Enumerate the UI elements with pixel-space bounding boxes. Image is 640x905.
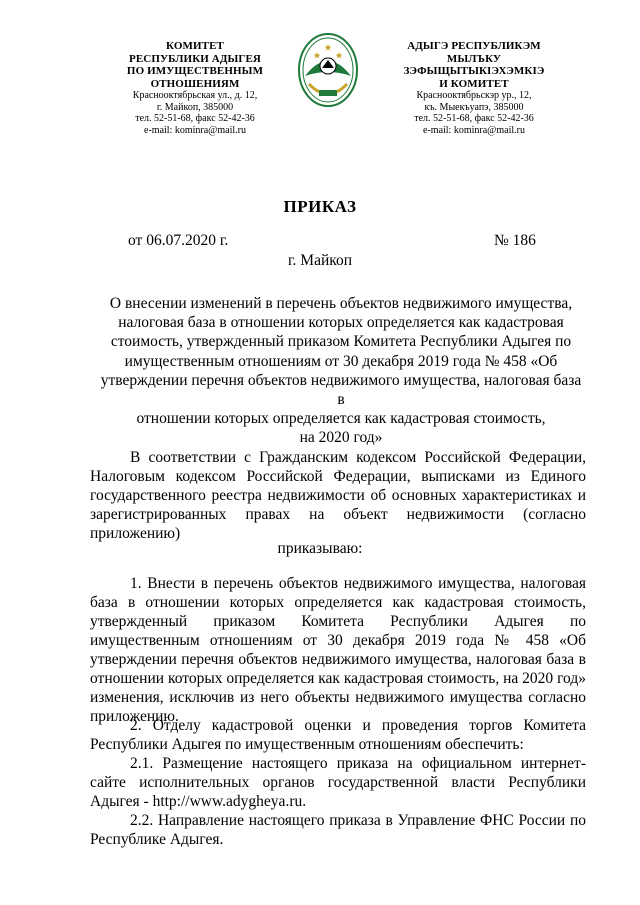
item-2-paragraph: 2. Отделу кадастровой оценки и проведения торгов Комитета Республики Адыгея по имущественным отношениям обеспечить: — [90, 717, 586, 753]
item-2-1-paragraph: 2.1. Размещение настоящего приказа на официальном интернет-сайте исполнительных органов государственной власти Республики Адыгея - http://www.adygheya.ru. — [90, 755, 586, 810]
org-name-adyghe-line-3: И КОМИТЕТ — [439, 77, 509, 90]
org-name-adyghe-line-1: АДЫГЭ РЕСПУБЛИКЭМ — [407, 40, 541, 52]
subject-line: на 2020 год» — [299, 429, 383, 447]
org-email: e-mail: kominra@mail.ru — [144, 124, 246, 136]
document-city: г. Майкоп — [287, 252, 353, 269]
document-number: № 186 — [494, 232, 536, 249]
republic-emblem-icon — [297, 32, 359, 110]
item-2-2-paragraph: 2.2. Направление настоящего приказа в Управление ФНС России по Республике Адыгея. — [90, 812, 586, 848]
subject-line: стоимость, утвержденный приказом Комитета Республики Адыгея по — [110, 333, 572, 351]
org-city-adyghe: къ. Мыекъуапэ, 385000 — [424, 101, 524, 113]
org-email-adyghe: e-mail: kominra@mail.ru — [423, 124, 525, 136]
document-date: от 06.07.2020 г. — [128, 232, 229, 249]
org-address: Краснооктябрьская ул., д. 12, — [132, 90, 258, 101]
org-name-line-3: ПО ИМУЩЕСТВЕННЫМ ОТНОШЕНИЯМ — [126, 65, 264, 90]
item-1-paragraph: 1. Внести в перечень объектов недвижимого имущества, налоговая база в отношении которых определяется как кадастровая стоимость, утвержденный приказом Комитета Республики Адыгея по имущественным отношениям от 30 декабря 2019 года № 458 «Об утверждении перечня объектов недвижимого имущества, налоговая база в отношении которых определяется как кадастровая стоимость, на 2020 год» изменения, исключив из него объекты недвижимого имущества согласно приложению. — [90, 575, 586, 725]
document-title: ПРИКАЗ — [283, 197, 357, 216]
org-name-line-1: КОМИТЕТ — [166, 40, 224, 52]
org-address-adyghe: Краснооктябрьскэр ур., 12, — [416, 90, 532, 101]
org-phone: тел. 52-51-68, факс 52-42-36 — [135, 113, 255, 124]
header-right-block — [388, 40, 560, 136]
preamble-paragraph: В соответствии с Гражданским кодексом Российской Федерации, Налоговым кодексом Российской Федерации, выписками из Единого государственного реестра недвижимости об основных характеристиках и зарегистрированных правах на объект недвижимости (согласно приложению) — [90, 449, 586, 542]
subject-line: утверждении перечня объектов недвижимого имущества, налоговая база в — [100, 371, 582, 409]
org-city: г. Майкоп, 385000 — [156, 101, 234, 113]
subject-line: имущественным отношениям от 30 декабря 2019 года № 458 «Об — [124, 352, 558, 370]
org-phone-adyghe: тел. 52-51-68, факс 52-42-36 — [414, 113, 534, 124]
item-2-block — [90, 716, 586, 849]
org-name-adyghe-line-2: МЫЛЪКУ ЗЭФЫЩЫТЫКІЭХЭМКІЭ — [403, 52, 545, 77]
subject-line: О внесении изменений в перечень объектов недвижимого имущества, — [109, 295, 573, 312]
subject-line: налоговая база в отношении которых определяется как кадастровая — [118, 314, 564, 332]
org-name-line-2: РЕСПУБЛИКИ АДЫГЕЯ — [129, 52, 261, 65]
document-subject — [100, 294, 582, 448]
subject-line: отношении которых определяется как кадастровая стоимость, — [136, 410, 546, 428]
order-word: приказываю: — [277, 540, 363, 557]
header-left-block — [95, 40, 295, 136]
